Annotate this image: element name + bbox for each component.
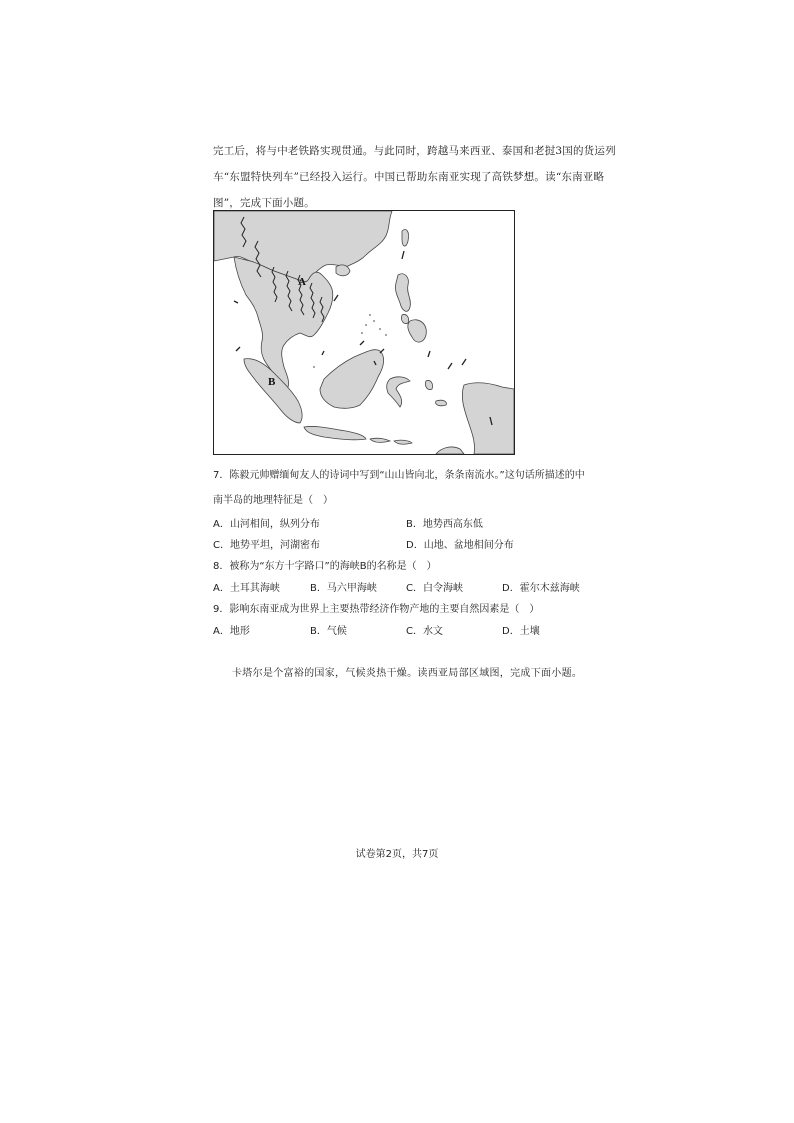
question-8-option-d[interactable]: D．霍尔木兹海峡 <box>502 583 580 594</box>
reading-passage <box>213 138 616 216</box>
southeast-asia-map <box>213 210 515 455</box>
question-9-option-a[interactable]: A．地形 <box>213 626 250 637</box>
new-guinea <box>462 383 514 454</box>
java <box>304 426 366 439</box>
hainan-island <box>336 265 350 276</box>
lesser-sunda-islands <box>370 438 412 444</box>
passage-line-2: 车“东盟特快列车”已经投入运行。中国已帮助东南亚实现了高铁梦想。读“东南亚略 <box>213 171 605 183</box>
question-7-option-b[interactable]: B．地势西高东低 <box>406 519 483 530</box>
question-7-stem-line-1: 7．陈毅元帅赠缅甸友人的诗词中写到“山山皆向北，条条南流水。”这句话所描述的中 <box>213 470 585 481</box>
maluku-islands <box>425 380 446 405</box>
sulawesi <box>387 377 410 407</box>
australia-north <box>436 447 464 454</box>
taiwan-island <box>402 229 409 246</box>
philippines-central <box>401 314 408 323</box>
philippines-south <box>408 320 426 342</box>
question-9-option-b[interactable]: B．气候 <box>310 626 347 637</box>
question-8-option-b[interactable]: B．马六甲海峡 <box>310 583 377 594</box>
passage-line-3: 图”，完成下面小题。 <box>213 197 315 209</box>
question-9-option-c[interactable]: C．水文 <box>406 626 443 637</box>
question-8-option-a[interactable]: A．土耳其海峡 <box>213 583 280 594</box>
question-9-option-d[interactable]: D．土壤 <box>502 626 540 637</box>
question-8-stem: 8．被称为“东方十字路口”的海峡B的名称是（ ） <box>213 561 437 572</box>
borneo <box>320 350 384 409</box>
question-7-option-d[interactable]: D．山地、盆地相间分布 <box>406 540 514 551</box>
passage-line-1: 完工后，将与中老铁路实现贯通。与此同时，跨越马来西亚、泰国和老挝3国的货运列 <box>213 145 616 157</box>
map-label-b: B <box>268 376 276 388</box>
question-7-option-c[interactable]: C．地势平坦，河湖密布 <box>213 540 320 551</box>
page-footer: 试卷第2页，共7页 <box>355 849 439 860</box>
question-7-stem-line-2: 南半岛的地理特征是（ ） <box>213 495 333 506</box>
map-label-a: A <box>298 276 306 288</box>
question-7-option-a[interactable]: A．山河相间，纵列分布 <box>213 519 320 530</box>
philippines <box>395 274 410 312</box>
map-drawing <box>214 211 514 454</box>
question-9-stem: 9．影响东南亚成为世界上主要热带经济作物产地的主要自然因素是（ ） <box>213 604 540 615</box>
qatar-passage: 卡塔尔是个富裕的国家，气候炎热干燥。读西亚局部区域图，完成下面小题。 <box>232 668 583 679</box>
question-8-option-c[interactable]: C．白令海峡 <box>406 583 463 594</box>
